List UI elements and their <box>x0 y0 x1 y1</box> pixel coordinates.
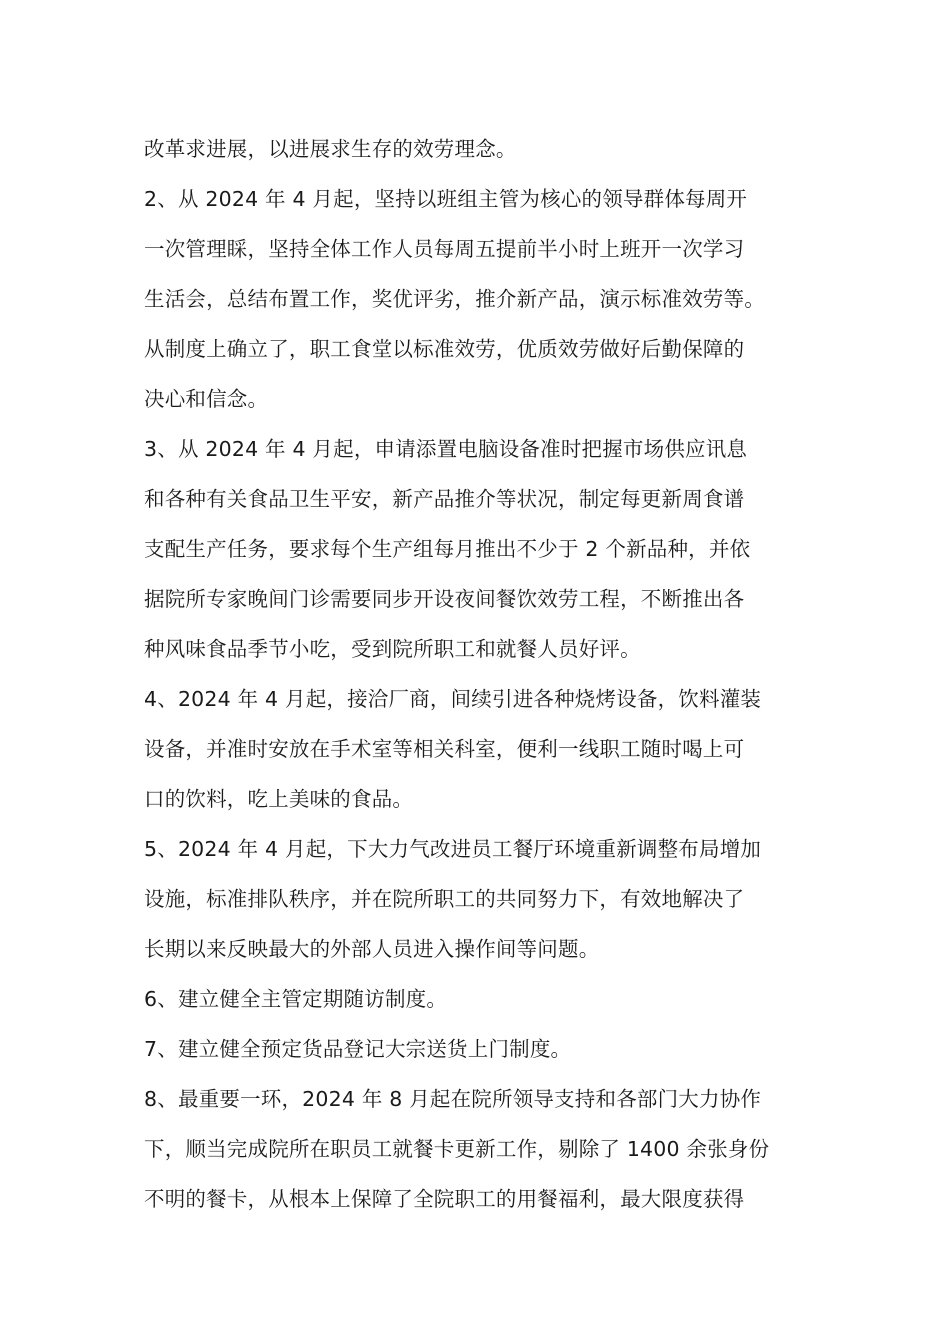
text-line: 7、建立健全预定货品登记大宗送货上门制度。 <box>144 1037 572 1061</box>
text-line: 种风味食品季节小吃，受到院所职工和就餐人员好评。 <box>144 637 641 661</box>
text-line: 决心和信念。 <box>144 387 269 411</box>
text-line: 设施，标准排队秩序，并在院所职工的共同努力下，有效地解决了 <box>144 887 745 911</box>
text-line: 改革求进展，以进展求生存的效劳理念。 <box>144 137 517 161</box>
text-line: 据院所专家晚间门诊需要同步开设夜间餐饮效劳工程，不断推出各 <box>144 587 745 611</box>
text-line: 4、2024 年 4 月起，接洽厂商，间续引进各种烧烤设备，饮料灌装 <box>144 687 762 711</box>
text-line: 下，顺当完成院所在职员工就餐卡更新工作，剔除了 1400 余张身份 <box>144 1137 770 1161</box>
text-line: 和各种有关食品卫生平安，新产品推介等状况，制定每更新周食谱 <box>144 487 745 511</box>
text-line: 从制度上确立了，职工食堂以标准效劳，优质效劳做好后勤保障的 <box>144 337 745 361</box>
text-line: 生活会，总结布置工作，奖优评劣，推介新产品，演示标准效劳等。 <box>144 287 765 311</box>
text-line: 8、最重要一环，2024 年 8 月起在院所领导支持和各部门大力协作 <box>144 1087 762 1111</box>
text-line: 3、从 2024 年 4 月起，申请添置电脑设备准时把握市场供应讯息 <box>144 437 748 461</box>
text-line: 2、从 2024 年 4 月起，坚持以班组主管为核心的领导群体每周开 <box>144 187 748 211</box>
text-line: 5、2024 年 4 月起，下大力气改进员工餐厅环境重新调整布局增加 <box>144 837 762 861</box>
text-line: 支配生产任务，要求每个生产组每月推出不少于 2 个新品种，并依 <box>144 537 751 561</box>
text-line: 口的饮料，吃上美味的食品。 <box>144 787 414 811</box>
text-line: 设备，并准时安放在手术室等相关科室，便利一线职工随时喝上可 <box>144 737 745 761</box>
text-line: 长期以来反映最大的外部人员进入操作间等问题。 <box>144 937 600 961</box>
text-line: 不明的餐卡，从根本上保障了全院职工的用餐福利，最大限度获得 <box>144 1187 745 1211</box>
text-line: 一次管理睬，坚持全体工作人员每周五提前半小时上班开一次学习 <box>144 237 745 261</box>
text-line: 6、建立健全主管定期随访制度。 <box>144 987 448 1011</box>
